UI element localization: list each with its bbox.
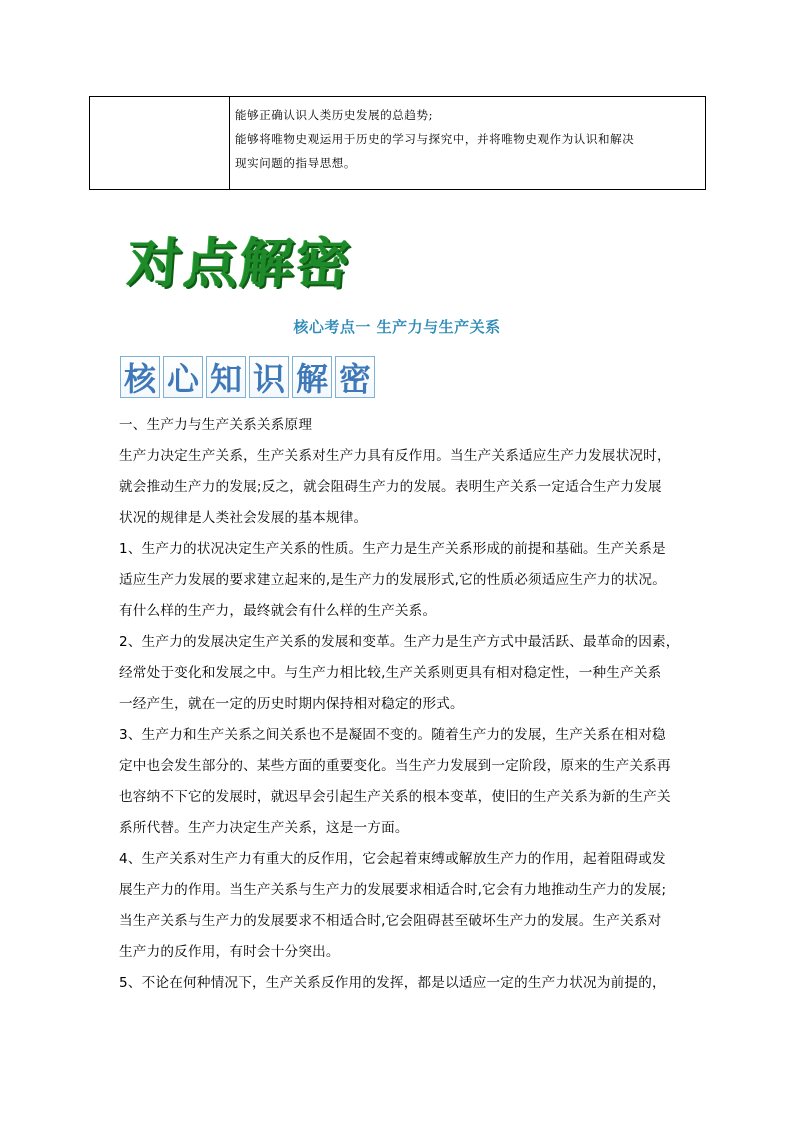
section-banner: 对点解密 [125, 231, 355, 295]
body-line: 生产力的反作用，有时会十分突出。 [119, 944, 340, 960]
table-line: 能够正确认识人类历史发展的总趋势; [235, 108, 434, 122]
body-line: 1、生产力的状况决定生产关系的性质。生产力是生产关系形成的前提和基础。生产关系是 [119, 541, 666, 557]
body-line: 当生产关系与生产力的发展要求不相适合时,它会阻碍甚至破坏生产力的发展。生产关系对 [119, 913, 662, 929]
body-line: 2、生产力的发展决定生产关系的发展和变革。生产力是生产方式中最活跃、最革命的因素， [119, 634, 680, 650]
body-text [119, 410, 684, 999]
table-content-cell [230, 97, 705, 189]
body-line: 一经产生，就在一定的历史时期内保持相对稳定的形式。 [119, 696, 464, 712]
section-heading: 核心考点一 生产力与生产关系 [293, 318, 501, 336]
body-line: 5、不论在何种情况下，生产关系反作用的发挥，都是以适应一定的生产力状况为前提的， [119, 975, 666, 991]
stamp-char: 解 [292, 356, 332, 398]
body-line: 定中也会发生部分的、某些方面的重要变化。当生产力发展到一定阶段，原来的生产关系再 [119, 758, 671, 774]
knowledge-stamp-title [120, 356, 378, 398]
body-line: 经常处于变化和发展之中。与生产力相比较,生产关系则更具有相对稳定性，一种生产关系 [119, 665, 662, 681]
stamp-char: 密 [335, 356, 375, 398]
table-line: 能够将唯物史观运用于历史的学习与探究中，并将唯物史观作为认识和解决 [235, 132, 635, 146]
body-line: 就会推动生产力的发展;反之，就会阻碍生产力的发展。表明生产关系一定适合生产力发展 [119, 479, 662, 495]
objectives-table [89, 96, 706, 190]
table-label-cell [90, 97, 230, 189]
body-line: 3、生产力和生产关系之间关系也不是凝固不变的。随着生产力的发展，生产关系在相对稳 [119, 727, 666, 743]
table-line: 现实问题的指导思想。 [235, 156, 356, 170]
stamp-char: 核 [120, 356, 160, 398]
stamp-char: 心 [163, 356, 203, 398]
body-line: 系所代替。生产力决定生产关系，这是一方面。 [119, 820, 409, 836]
body-line: 有什么样的生产力，最终就会有什么样的生产关系。 [119, 603, 437, 619]
subsection-title: 一、生产力与生产关系关系原理 [119, 417, 313, 433]
body-line: 适应生产力发展的要求建立起来的,是生产力的发展形式,它的性质必须适应生产力的状况。 [119, 572, 666, 588]
body-line: 也容纳不下它的发展时，就迟早会引起生产关系的根本变革，使旧的生产关系为新的生产关 [119, 789, 671, 805]
body-line: 展生产力的作用。当生产关系与生产力的发展要求相适合时,它会有力地推动生产力的发展; [119, 882, 667, 898]
body-line: 生产力决定生产关系，生产关系对生产力具有反作用。当生产关系适应生产力发展状况时， [119, 448, 671, 464]
body-line: 状况的规律是人类社会发展的基本规律。 [119, 510, 368, 526]
stamp-char: 知 [206, 356, 246, 398]
stamp-char: 识 [249, 356, 289, 398]
body-line: 4、生产关系对生产力有重大的反作用，它会起着束缚或解放生产力的作用，起着阻碍或发 [119, 851, 666, 867]
